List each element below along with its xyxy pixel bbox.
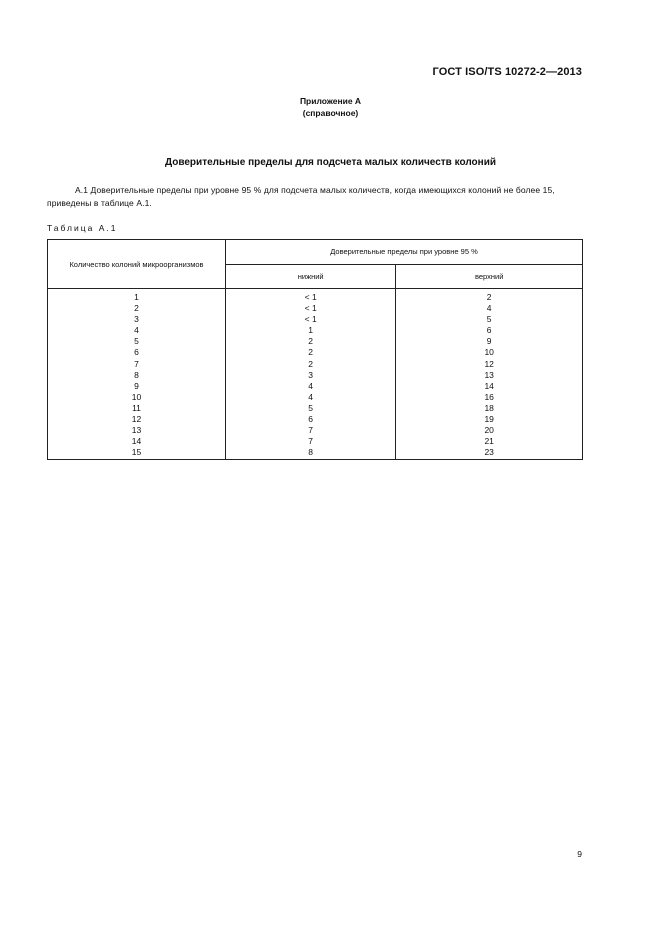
- col-header-upper: верхний: [396, 264, 583, 289]
- cell-lower: 2: [226, 359, 396, 370]
- cell-upper: 10: [396, 347, 583, 358]
- table-caption: Таблица А.1: [47, 223, 118, 233]
- appendix-subtitle: (справочное): [302, 108, 359, 118]
- table-row: [48, 289, 583, 304]
- cell-upper: 23: [396, 447, 583, 460]
- cell-count: 12: [48, 414, 226, 425]
- cell-count: 13: [48, 425, 226, 436]
- cell-count: 2: [48, 303, 226, 314]
- paragraph-a1: А.1 Доверительные пределы при уровне 95 % для подсчета малых количеств, когда имеющихся колоний не более 15, приведены в таблице А.1.: [47, 185, 555, 208]
- cell-count: 5: [48, 336, 226, 347]
- page-number: 9: [577, 849, 582, 859]
- cell-count: 9: [48, 381, 226, 392]
- cell-lower: 5: [226, 403, 396, 414]
- cell-count: 7: [48, 359, 226, 370]
- cell-lower: 4: [226, 381, 396, 392]
- cell-lower: 7: [226, 425, 396, 436]
- cell-upper: 13: [396, 370, 583, 381]
- cell-count: 6: [48, 347, 226, 358]
- table-row: [48, 359, 583, 370]
- cell-count: 11: [48, 403, 226, 414]
- cell-count: 15: [48, 447, 226, 460]
- cell-lower: 4: [226, 392, 396, 403]
- section-title: Доверительные пределы для подсчета малых количеств колоний: [165, 157, 496, 168]
- cell-upper: 6: [396, 325, 583, 336]
- cell-count: 14: [48, 436, 226, 447]
- document-code: ГОСТ ISO/TS 10272-2—2013: [432, 66, 582, 78]
- cell-lower: 3: [226, 370, 396, 381]
- table-row: [48, 325, 583, 336]
- cell-count: 4: [48, 325, 226, 336]
- table-row: [48, 436, 583, 447]
- table-row: [48, 403, 583, 414]
- table-row: [48, 381, 583, 392]
- cell-lower: 1: [226, 325, 396, 336]
- table-row: [48, 414, 583, 425]
- cell-upper: 20: [396, 425, 583, 436]
- cell-upper: 21: [396, 436, 583, 447]
- cell-upper: 5: [396, 314, 583, 325]
- cell-count: 3: [48, 314, 226, 325]
- cell-upper: 4: [396, 303, 583, 314]
- appendix-title: Приложение А: [299, 96, 362, 106]
- cell-lower: < 1: [226, 289, 396, 304]
- table-row: [48, 336, 583, 347]
- table-row: [48, 314, 583, 325]
- cell-upper: 2: [396, 289, 583, 304]
- cell-upper: 12: [396, 359, 583, 370]
- cell-upper: 9: [396, 336, 583, 347]
- table-body: [48, 289, 583, 460]
- col-header-confidence-limits: Доверительные пределы при уровне 95 %: [226, 240, 583, 265]
- cell-lower: 8: [226, 447, 396, 460]
- cell-upper: 14: [396, 381, 583, 392]
- cell-lower: < 1: [226, 303, 396, 314]
- confidence-limits-table: [47, 239, 583, 460]
- cell-lower: 2: [226, 347, 396, 358]
- cell-count: 8: [48, 370, 226, 381]
- cell-lower: 6: [226, 414, 396, 425]
- cell-lower: < 1: [226, 314, 396, 325]
- col-header-colony-count: Количество колоний микроорганизмов: [48, 240, 226, 289]
- table-row: [48, 425, 583, 436]
- cell-upper: 19: [396, 414, 583, 425]
- cell-lower: 7: [226, 436, 396, 447]
- table-row: [48, 347, 583, 358]
- cell-count: 1: [48, 289, 226, 304]
- table-row: [48, 447, 583, 460]
- table-row: [48, 392, 583, 403]
- table-row: [48, 370, 583, 381]
- cell-upper: 16: [396, 392, 583, 403]
- cell-lower: 2: [226, 336, 396, 347]
- cell-count: 10: [48, 392, 226, 403]
- col-header-lower: нижний: [226, 264, 396, 289]
- cell-upper: 18: [396, 403, 583, 414]
- table-row: [48, 303, 583, 314]
